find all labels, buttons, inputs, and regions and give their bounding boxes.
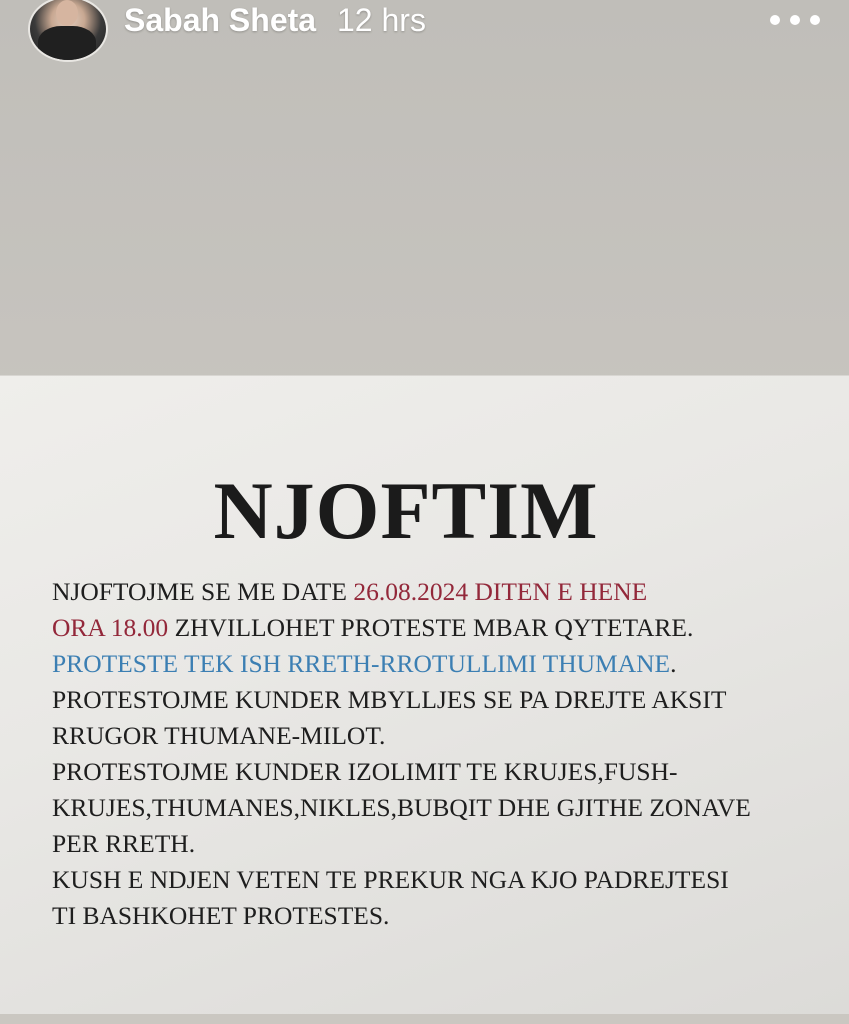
notice-line-2 — [52, 610, 822, 646]
more-horizontal-icon-dot — [790, 15, 800, 25]
more-horizontal-icon-dot — [810, 15, 820, 25]
username[interactable]: Sabah Sheta — [124, 2, 317, 38]
notice-line-3 — [52, 646, 822, 682]
notice-line-5: RRUGOR THUMANE-MILOT. — [52, 721, 386, 750]
notice-line-10: TI BASHKOHET PROTESTES. — [52, 901, 390, 930]
notice-location: PROTESTE TEK ISH RRETH-RROTULLIMI THUMANE — [52, 649, 671, 678]
notice-date: 26.08.2024 DITEN E HENE — [353, 577, 648, 606]
notice-line-8: PER RRETH. — [52, 829, 196, 858]
notice-time: ORA 18.00 — [52, 613, 169, 642]
notice-line-1-text: NJOFTOJME SE ME DATE — [52, 577, 354, 606]
avatar[interactable] — [28, 0, 108, 62]
notice-body — [52, 574, 822, 934]
notice-line-7: KRUJES,THUMANES,NIKLES,BUBQIT DHE GJITHE ZONAVE — [52, 793, 751, 822]
notice-title: NJOFTIM — [213, 465, 599, 556]
notice-line-6: PROTESTOJME KUNDER IZOLIMIT TE KRUJES,FUSH- — [52, 757, 678, 786]
story-header — [0, 0, 849, 60]
notice-line-2-text: ZHVILLOHET PROTESTE MBAR QYTETARE. — [168, 613, 694, 642]
avatar-body — [38, 26, 96, 62]
avatar-face — [56, 0, 78, 26]
notice-line-9: KUSH E NDJEN VETEN TE PREKUR NGA KJO PADREJTESI — [52, 865, 729, 894]
notice-line-3-period: . — [670, 649, 677, 678]
timestamp: 12 hrs — [337, 2, 426, 38]
more-options-button[interactable] — [770, 8, 820, 32]
notice-photo — [0, 376, 849, 1014]
more-horizontal-icon — [770, 15, 780, 25]
notice-line-4: PROTESTOJME KUNDER MBYLLJES SE PA DREJTE AKSIT — [52, 685, 727, 714]
notice-line-1 — [52, 574, 822, 610]
